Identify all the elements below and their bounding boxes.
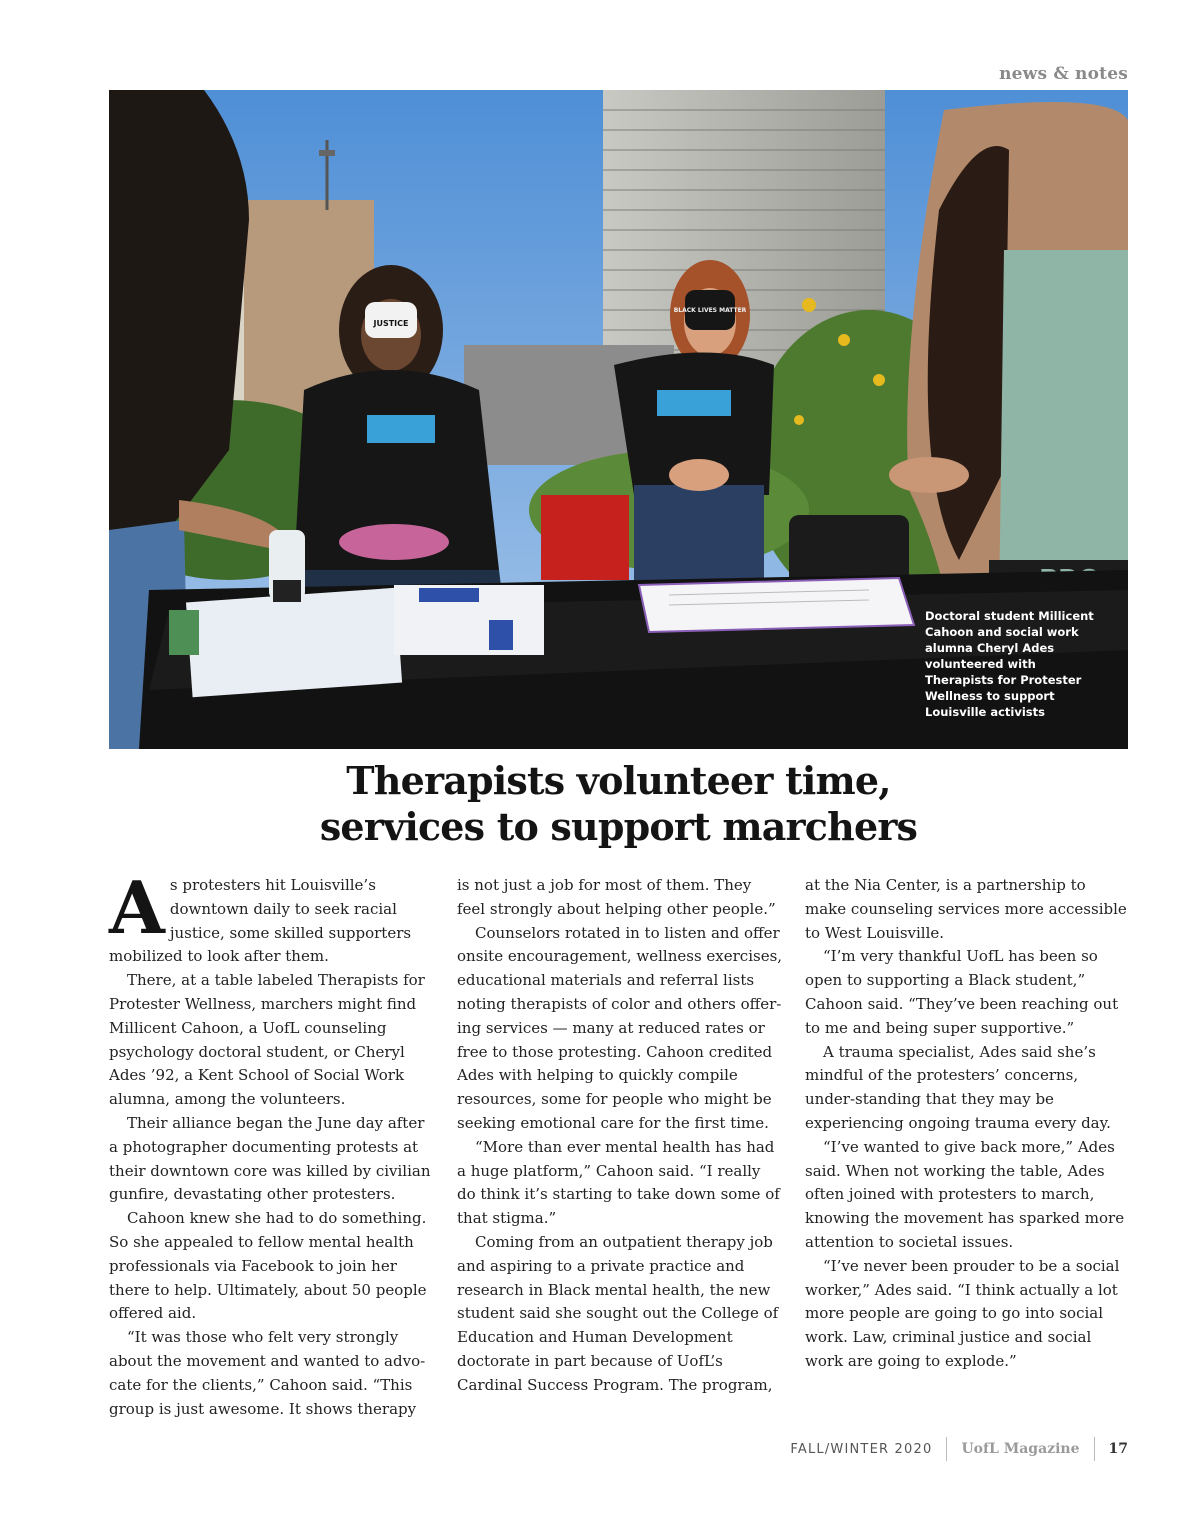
- mask-right-text: BLACK LIVES MATTER: [673, 307, 747, 314]
- article-paragraph: Counselors rotated in to listen and offer onsite encouragement, wellness exercises, educational materials and referral lists noting therapists of color and others offer-ing services — many at reduced rates or free to those protesting. Cahoon credited Ades with helping to quickly compile resources, some for people who might be seeking emotional care for the first time.: [457, 923, 783, 1132]
- article-column-1: [109, 865, 435, 1421]
- headline: [109, 758, 1128, 850]
- headline-line-1: Therapists volunteer time,: [346, 758, 891, 803]
- article-paragraph: at the Nia Center, is a partnership to make counseling services more accessible to West Louisville.: [805, 876, 1127, 942]
- article-paragraph: Their alliance began the June day after a photographer documenting protests at their downtown core was killed by civilian gunfire, devastating other protesters.: [109, 1113, 431, 1204]
- article-paragraph: “More than ever mental health has had a huge platform,” Cahoon said. “I really do think it’s starting to take down some of that stigma.”: [457, 1137, 780, 1228]
- page-footer: [790, 1437, 1128, 1461]
- article-paragraph: “I’m very thankful UofL has been so open to supporting a Black student,” Cahoon said. “They’ve been reaching out to me and being super supportive.”: [805, 947, 1119, 1037]
- article-paragraph: “I’ve never been prouder to be a social worker,” Ades said. “I think actually a lot more people are going to go into social work. Law, criminal justice and social work are going to explode.”: [805, 1256, 1120, 1370]
- drop-cap: A: [109, 865, 165, 950]
- mask-left-text: JUSTICE: [373, 319, 409, 328]
- article-paragraph: is not just a job for most of them. They feel strongly about helping other people.”: [457, 876, 776, 918]
- magazine-name: UofL Magazine: [946, 1437, 1094, 1461]
- issue-label: FALL/WINTER 2020: [790, 1441, 933, 1457]
- headline-line-2: services to support marchers: [319, 804, 918, 849]
- article-paragraph: [109, 865, 435, 969]
- article-paragraph-text: s protesters hit Louisville’s downtown daily to seek racial justice, some skilled supporters mobilized to look after them.: [109, 876, 412, 966]
- article-column-3: [805, 874, 1131, 1374]
- article-paragraph: There, at a table labeled Therapists for Protester Wellness, marchers might find Millicent Cahoon, a UofL counseling psychology doctoral student, or Cheryl Ades ’92, a Kent School of Social Work alumna, among the volunteers.: [109, 971, 425, 1109]
- page-number: 17: [1108, 1441, 1128, 1457]
- article-paragraph: “I’ve wanted to give back more,” Ades said. When not working the table, Ades often joined with protesters to march, knowing the movement has sparked more attention to societal issues.: [805, 1137, 1125, 1251]
- article-paragraph: Coming from an outpatient therapy job and aspiring to a private practice and research in Black mental health, the new student said she sought out the College of Education and Human Development doctorate in part because of UofL’s Cardinal Success Program. The program,: [457, 1232, 779, 1394]
- article-column-2: [457, 874, 783, 1398]
- photo-caption: Doctoral student Millicent Cahoon and social work alumna Cheryl Ades volunteered with Therapists for Protester Wellness to support Louisville activists: [925, 609, 1094, 719]
- section-label: news & notes: [999, 64, 1128, 84]
- article-paragraph: A trauma specialist, Ades said she’s mindful of the protesters’ concerns, under-standing that they may be experiencing ongoing trauma every day.: [805, 1042, 1111, 1132]
- article-paragraph: Cahoon knew she had to do something. So she appealed to fellow mental health professionals via Facebook to join her there to help. Ultimately, about 50 people offered aid.: [109, 1209, 427, 1323]
- article-paragraph: “It was those who felt very strongly about the movement and wanted to advo-cate for the clients,” Cahoon said. “This group is just awesome. It shows therapy: [109, 1328, 426, 1418]
